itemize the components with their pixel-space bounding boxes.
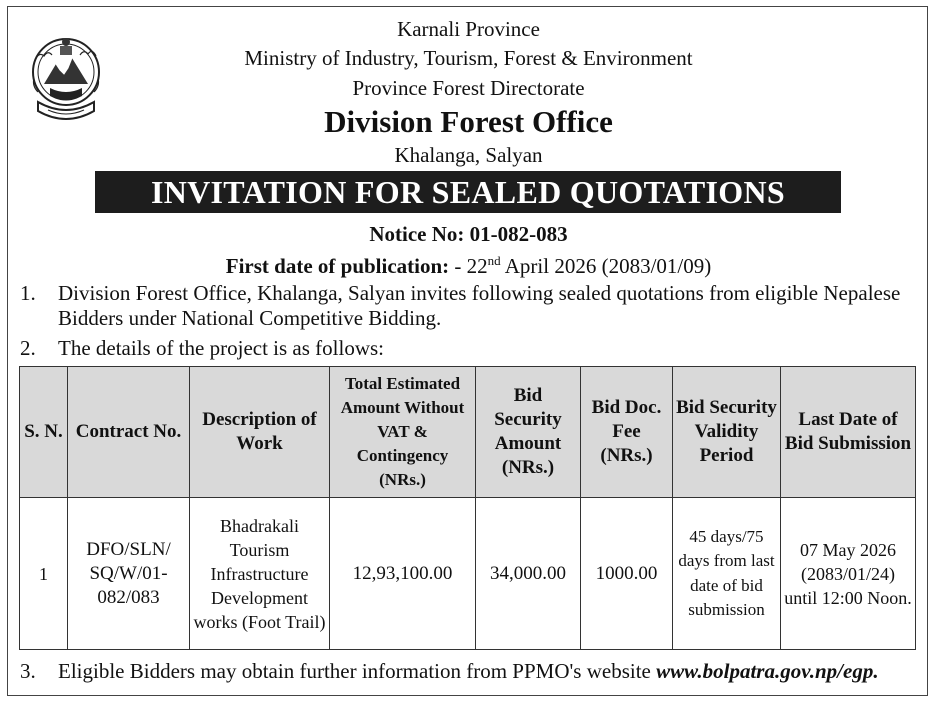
cell-lastdate: 07 May 2026 (2083/01/24) until 12:00 Noon. [781, 498, 916, 650]
paragraph-2-text: The details of the project is as follows: [58, 336, 385, 360]
header-security: Bid Security Amount (NRs.) [476, 367, 581, 498]
paragraph-3 [20, 659, 920, 684]
header-validity: Bid Security Validity Period [673, 367, 781, 498]
cell-contract: DFO/SLN/ SQ/W/01- 082/083 [68, 498, 190, 650]
header-docfee: Bid Doc. Fee (NRs.) [581, 367, 673, 498]
table-header-row [20, 367, 916, 498]
notice-banner: INVITATION FOR SEALED QUOTATIONS [95, 171, 841, 213]
cell-docfee: 1000.00 [581, 498, 673, 650]
cell-estimated: 12,93,100.00 [330, 498, 476, 650]
paragraph-1-number: 1. [20, 281, 36, 305]
office-location: Khalanga, Salyan [394, 143, 543, 167]
publication-sup: nd [487, 253, 501, 268]
paragraph-1-text: Division Forest Office, Khalanga, Salyan invites following sealed quotations from eligible Nepalese Bidders under National Competitive Bidding. [58, 281, 901, 330]
header-sn: S. N. [20, 367, 68, 498]
publication-date [0, 253, 937, 279]
ppmo-website-link[interactable]: www.bolpatra.gov.np/egp. [656, 659, 879, 683]
cell-sn: 1 [20, 498, 68, 650]
cell-description: Bhadrakali Tourism Infrastructure Development works (Foot Trail) [190, 498, 330, 650]
publication-label: First date of publication: [225, 254, 450, 278]
paragraph-3-number: 3. [20, 659, 36, 683]
cell-validity: 45 days/75 days from last date of bid submission [673, 498, 781, 650]
table-row [20, 498, 916, 650]
notice-number: Notice No: 01-082-083 [369, 222, 568, 246]
directorate-name: Province Forest Directorate [352, 76, 585, 100]
office-title: Division Forest Office [324, 104, 613, 139]
province-name: Karnali Province [397, 17, 540, 41]
paragraph-2 [20, 336, 384, 361]
paragraph-1 [20, 281, 920, 330]
ministry-name: Ministry of Industry, Tourism, Forest & Environment [244, 46, 693, 70]
cell-security: 34,000.00 [476, 498, 581, 650]
bid-details-table [19, 366, 916, 650]
publication-pre: - 22 [449, 254, 488, 278]
publication-post: April 2026 (2083/01/09) [500, 254, 712, 278]
header-contract: Contract No. [68, 367, 190, 498]
paragraph-3-text: Eligible Bidders may obtain further information from PPMO's website [58, 659, 657, 683]
header-description: Description of Work [190, 367, 330, 498]
header-lastdate: Last Date of Bid Submission [781, 367, 916, 498]
paragraph-2-number: 2. [20, 336, 36, 360]
header-estimated: Total Estimated Amount Without VAT & Contingency (NRs.) [330, 367, 476, 498]
